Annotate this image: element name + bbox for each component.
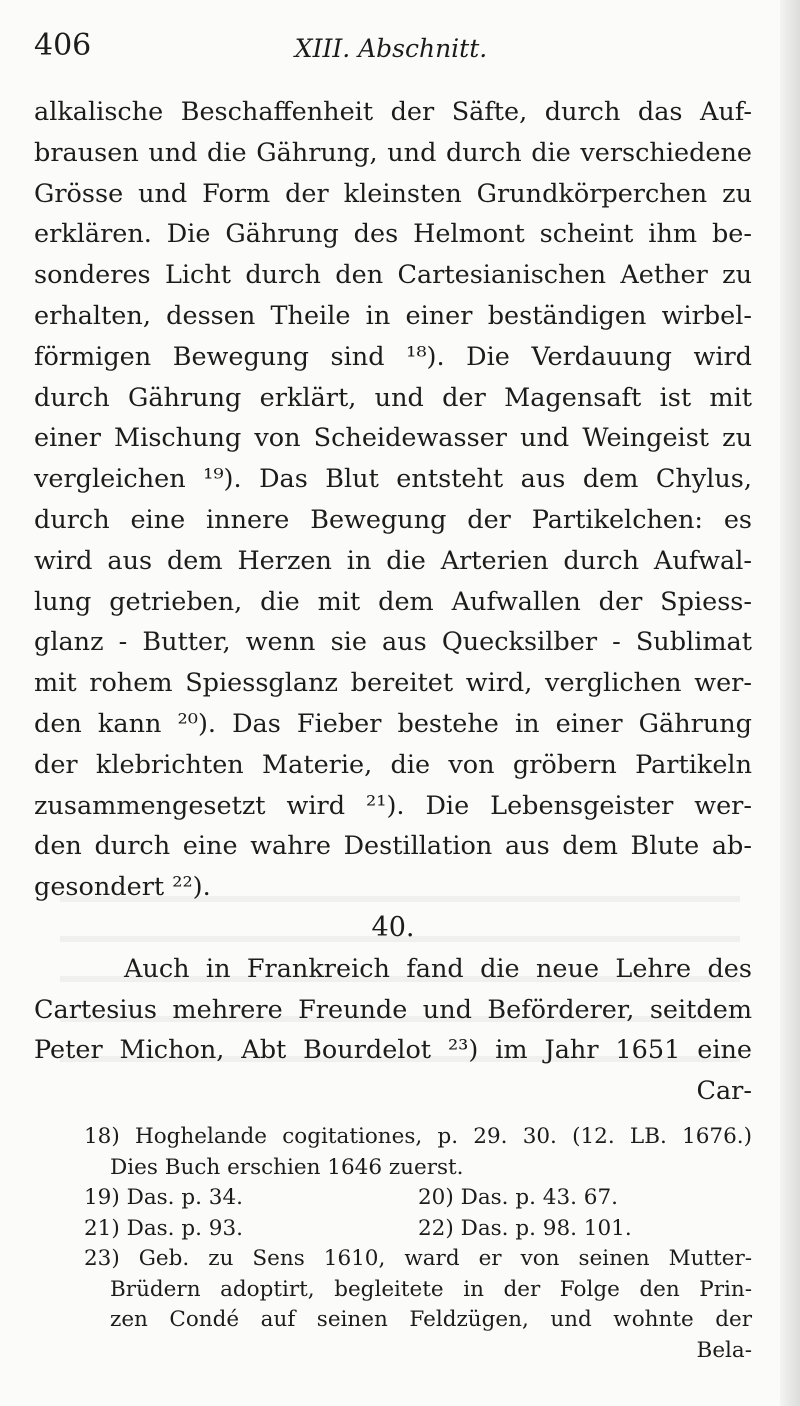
text-line: erhalten, dessen Theile in einer beständigen wirbel- [34,300,752,331]
text-line: der klebrichten Materie, die von gröbern Partikeln [34,749,752,780]
text-line: gesondert ²²). [34,872,211,903]
page-header [34,24,748,74]
text-line: wird aus dem Herzen in die Arterien durch Aufwal- [34,545,752,576]
text-line: sonderes Licht durch den Cartesianischen Aether zu [34,260,752,291]
text-line: Peter Michon, Abt Bourdelot ²³) im Jahr 1651 eine [34,1035,752,1066]
footnote-19: 19) Das. p. 34. [84,1185,243,1210]
text-line: zusammengesetzt wird ²¹). Die Lebensgeister wer- [34,790,752,821]
footnote-20: 20) Das. p. 43. 67. [418,1185,618,1210]
text-line: erklären. Die Gährung des Helmont scheint ihm be- [34,219,752,250]
main-text [34,92,752,1112]
text-line: Cartesius mehrere Freunde und Beförderer, seitdem [34,994,752,1025]
text-line: den durch eine wahre Destillation aus dem Blute ab- [34,831,752,862]
text-line: förmigen Bewegung sind ¹⁸). Die Verdauung wird [34,341,752,372]
footnote-catchword: Bela- [696,1337,752,1363]
footnotes [84,1122,752,1366]
page-gutter [780,0,800,1406]
text-line: vergleichen ¹⁹). Das Blut entsteht aus dem Chylus, [34,464,752,495]
footnote-23-continuation: zen Condé auf seinen Feldzügen, und wohnte der [110,1307,752,1332]
footnote-18-continuation: Dies Buch erschien 1646 zuerst. [110,1154,464,1180]
section-title: XIII. Abschnitt. [294,34,488,63]
text-line: brausen und die Gährung, und durch die verschiedene [34,137,752,168]
footnote-23-continuation: Brüdern adoptirt, begleitete in der Folge den Prin- [110,1276,752,1302]
text-line: Grösse und Form der kleinsten Grundkörperchen zu [34,178,752,209]
text-line: den kann ²⁰). Das Fieber bestehe in einer Gährung [34,708,752,739]
footnote-21: 21) Das. p. 93. [84,1215,243,1241]
text-line: lung getrieben, die mit dem Aufwallen der Spiess- [34,586,752,617]
footnote-row [84,1183,752,1214]
text-line: glanz - Butter, wenn sie aus Quecksilber - Sublimat [34,627,752,658]
footnote-22: 22) Das. p. 98. 101. [418,1215,632,1241]
footnote-row [84,1214,752,1245]
text-line: durch Gährung erklärt, und der Magensaft ist mit [34,382,752,413]
text-line: durch eine innere Bewegung der Partikelchen: es [34,504,752,535]
text-line: mit rohem Spiessglanz bereitet wird, verglichen wer- [34,668,752,699]
text-line: einer Mischung von Scheidewasser und Weingeist zu [34,423,752,454]
page-number: 406 [34,28,92,63]
footnote-23: 23) Geb. zu Sens 1610, ward er von seinen Mutter- [84,1246,752,1271]
paragraph-first-line: Auch in Frankreich fand die neue Lehre des [124,953,752,984]
section-number: 40. [371,911,415,943]
footnote-18: 18) Hoghelande cogitationes, p. 29. 30. (12. LB. 1676.) [84,1124,752,1149]
catchword: Car- [696,1076,752,1107]
text-line: alkalische Beschaffenheit der Säfte, durch das Auf- [34,97,752,127]
